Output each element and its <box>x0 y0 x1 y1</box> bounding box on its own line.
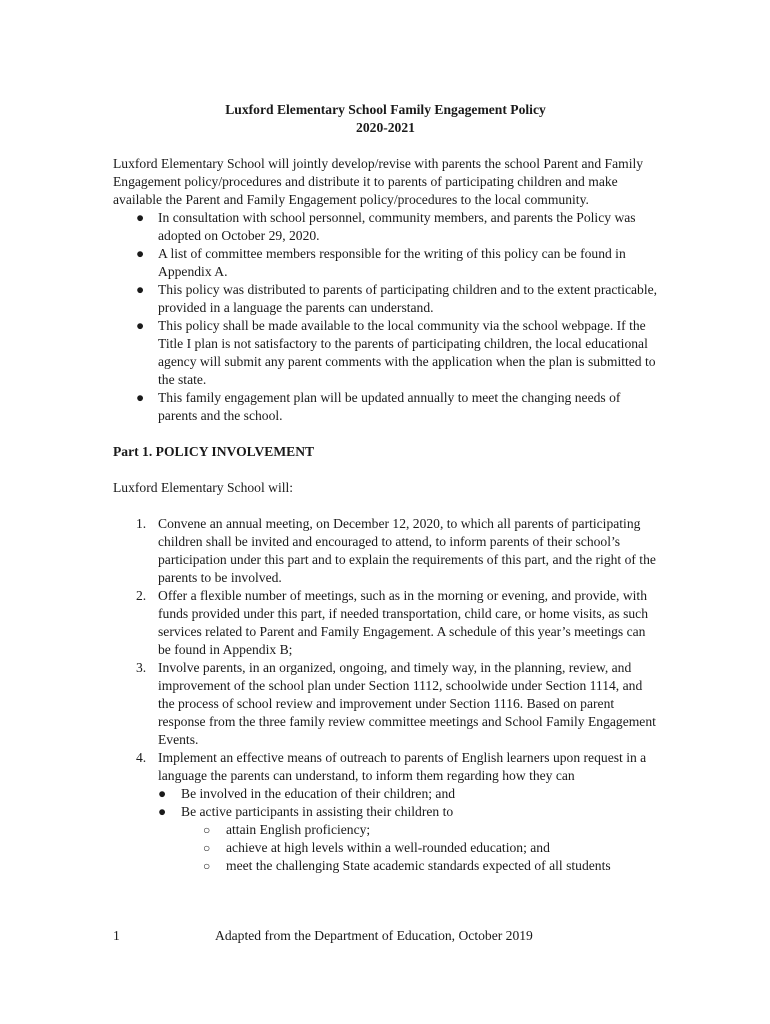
item-text: Convene an annual meeting, on December 12, 2020, to which all parents of participating children shall be invited and encouraged to attend, to inform parents of their school’s participation under this part and to explain the requirements of this part, and the right of the parents to be involved. <box>158 516 656 585</box>
part1-numbered-list <box>113 515 658 875</box>
document-year: 2020-2021 <box>356 120 415 135</box>
circle-bullet-text: meet the challenging State academic standards expected of all students <box>226 858 611 873</box>
part1-lead: Luxford Elementary School will: <box>113 480 294 495</box>
bullet-text: A list of committee members responsible for the writing of this policy can be found in Appendix A. <box>158 246 626 279</box>
bullet-icon: ● <box>158 786 167 801</box>
list-item <box>181 821 658 839</box>
bullet-icon: ● <box>136 210 145 225</box>
sub-bullet-list <box>158 785 658 875</box>
item-text: Implement an effective means of outreach to parents of English learners upon request in a language the parents can understand, to inform them regarding how they can <box>158 750 647 783</box>
list-item <box>113 209 658 245</box>
bullet-text: This policy shall be made available to the local community via the school webpage. If the Title I plan is not satisfactory to the parents of participating children, the local educational agency will submit any parent comments with the application when the plan is submitted to the state. <box>158 318 656 387</box>
document-body <box>113 101 658 875</box>
item-text: Offer a flexible number of meetings, such as in the morning or evening, and provide, with funds provided under this part, if needed transportation, child care, or home visits, as such services related to Parent and Family Engagement. A schedule of this year’s meetings can be found in Appendix B; <box>158 588 649 657</box>
circle-bullet-icon: ○ <box>203 823 211 837</box>
item-number: 4. <box>136 750 147 765</box>
item-text: Involve parents, in an organized, ongoing, and timely way, in the planning, review, and improvement of the school plan under Section 1112, schoolwide under Section 1114, and the process of school review and improvement under Section 1116. Based on parent response from the three family review committee meetings and School Family Engagement Events. <box>158 660 656 747</box>
bullet-icon: ● <box>136 318 145 333</box>
bullet-icon: ● <box>136 390 145 405</box>
list-item <box>113 659 658 749</box>
item-number: 2. <box>136 588 147 603</box>
section-heading-part1: Part 1. POLICY INVOLVEMENT <box>113 444 315 459</box>
bullet-text: This family engagement plan will be updated annually to meet the changing needs of parents and the school. <box>158 390 621 423</box>
item-number: 3. <box>136 660 147 675</box>
list-item <box>181 839 658 857</box>
intro-paragraph: Luxford Elementary School will jointly develop/revise with parents the school Parent and Family Engagement policy/procedures and distribute it to parents of participating children and make available the Parent and Family Engagement policy/procedures to the local community. <box>113 156 644 207</box>
bullet-icon: ● <box>136 282 145 297</box>
footer-text: Adapted from the Department of Education, October 2019 <box>215 928 533 943</box>
circle-bullet-icon: ○ <box>203 841 211 855</box>
circle-bullet-list <box>181 821 658 875</box>
item-number: 1. <box>136 516 147 531</box>
list-item <box>113 587 658 659</box>
intro-bullet-list <box>113 209 658 425</box>
list-item <box>158 785 658 803</box>
bullet-icon: ● <box>136 246 145 261</box>
bullet-text: In consultation with school personnel, community members, and parents the Policy was adopted on October 29, 2020. <box>158 210 636 243</box>
circle-bullet-text: attain English proficiency; <box>226 822 371 837</box>
circle-bullet-icon: ○ <box>203 859 211 873</box>
sub-bullet-text: Be active participants in assisting their children to <box>181 804 454 819</box>
title-block <box>113 101 658 137</box>
circle-bullet-text: achieve at high levels within a well-rounded education; and <box>226 840 550 855</box>
list-item <box>158 803 658 875</box>
list-item <box>181 857 658 875</box>
list-item <box>113 245 658 281</box>
list-item <box>113 281 658 317</box>
bullet-text: This policy was distributed to parents of participating children and to the extent practicable, provided in a language the parents can understand. <box>158 282 658 315</box>
list-item <box>113 515 658 587</box>
document-title: Luxford Elementary School Family Engagement Policy <box>225 102 546 117</box>
sub-bullet-text: Be involved in the education of their children; and <box>181 786 456 801</box>
list-item <box>113 317 658 389</box>
bullet-icon: ● <box>158 804 167 819</box>
list-item <box>113 749 658 875</box>
list-item <box>113 389 658 425</box>
page-number: 1 <box>113 928 120 943</box>
